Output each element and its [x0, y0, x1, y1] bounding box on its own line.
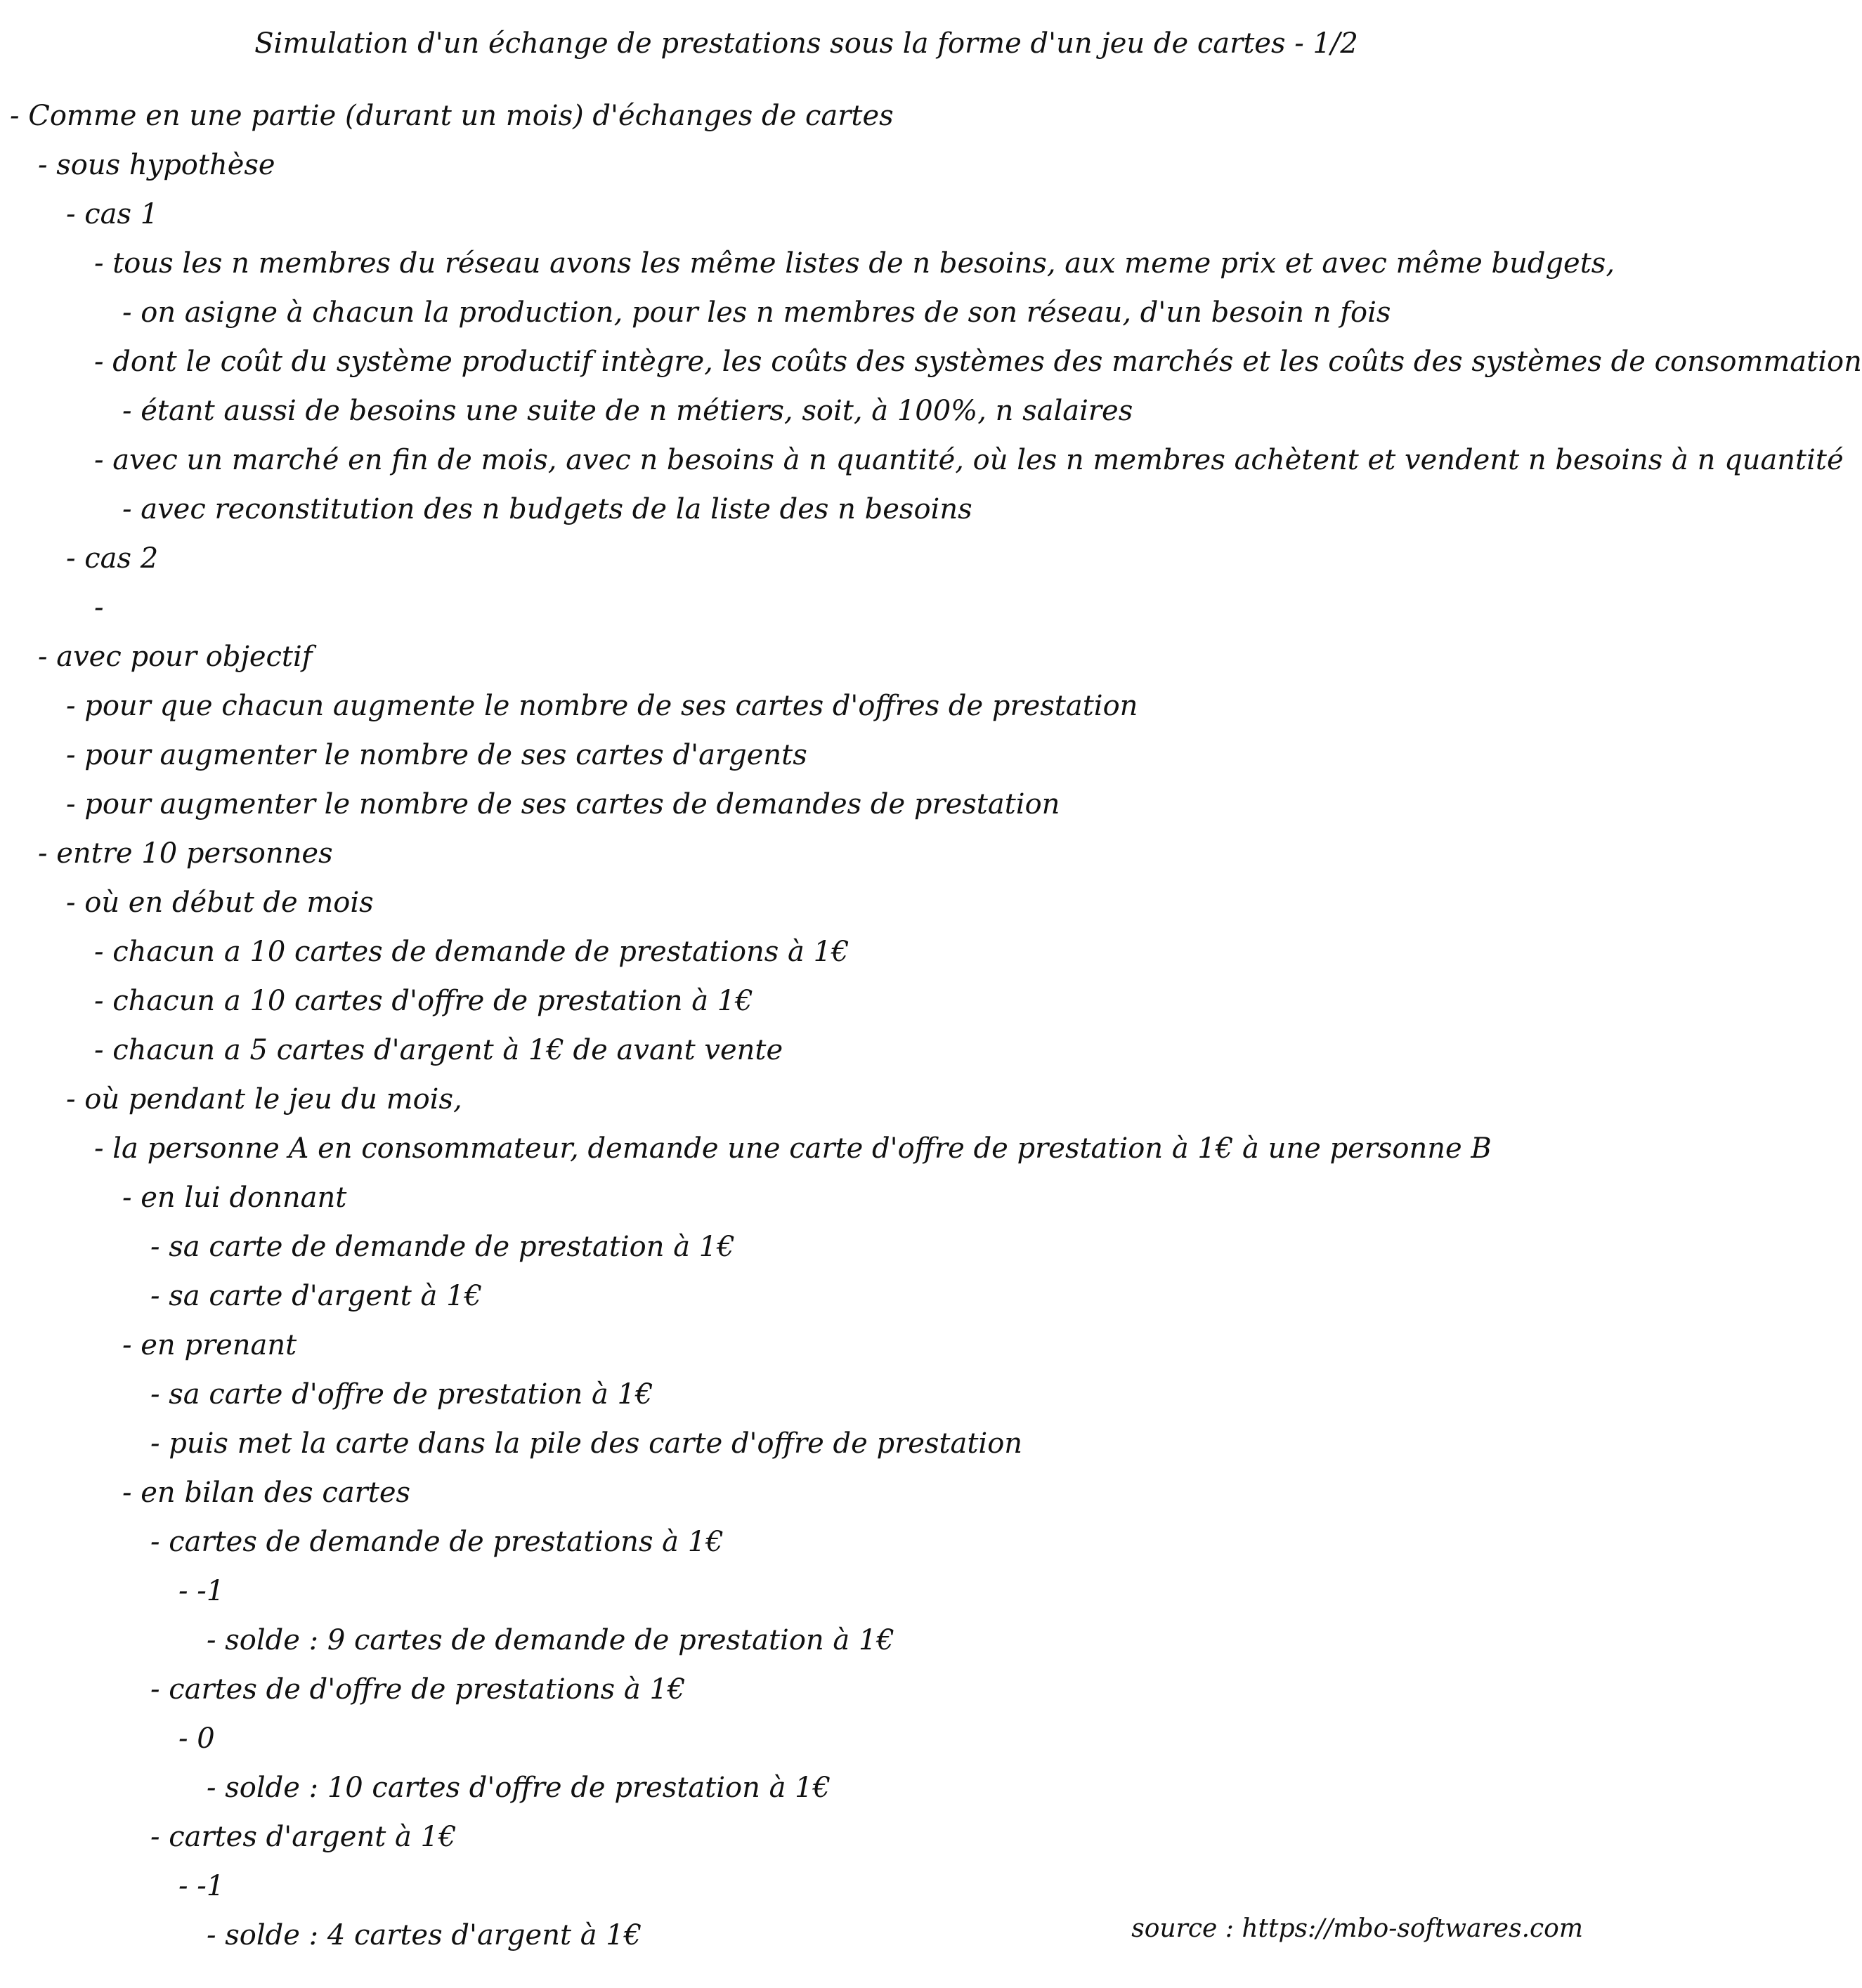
outline-line: - où pendant le jeu du mois,: [66, 1083, 462, 1116]
outline-line: - -1: [178, 1575, 225, 1607]
outline-list: [10, 91, 1862, 1960]
outline-line: - solde : 9 cartes de demande de prestation à 1€: [207, 1624, 894, 1656]
outline-line: - en prenant: [122, 1329, 297, 1361]
document-title: Simulation d'un échange de prestations sous la forme d'un jeu de cartes - 1/2: [254, 27, 1358, 60]
outline-line: - chacun a 10 cartes d'offre de prestation à 1€: [94, 985, 753, 1017]
outline-line: - où en début de mois: [66, 887, 374, 919]
outline-line: - solde : 4 cartes d'argent à 1€: [207, 1919, 642, 1951]
outline-line: -: [94, 591, 104, 624]
outline-line: - cartes d'argent à 1€: [150, 1821, 457, 1853]
outline-line: - sous hypothèse: [38, 149, 275, 181]
outline-line: - avec reconstitution des n budgets de la liste des n besoins: [122, 493, 972, 525]
outline-line: - sa carte de demande de prestation à 1€: [150, 1231, 735, 1263]
outline-line: - la personne A en consommateur, demande une carte d'offre de prestation à 1€ à une personne B: [94, 1132, 1492, 1165]
outline-line: - chacun a 5 cartes d'argent à 1€ de avant vente: [94, 1034, 783, 1066]
outline-line: - pour augmenter le nombre de ses cartes d'argents: [66, 739, 807, 771]
outline-line: - en bilan des cartes: [122, 1477, 411, 1509]
outline-line: - puis met la carte dans la pile des carte d'offre de prestation: [150, 1427, 1023, 1460]
outline-line: - cas 2: [66, 542, 159, 575]
outline-line: - pour augmenter le nombre de ses cartes de demandes de prestation: [66, 788, 1060, 820]
outline-line: - sa carte d'argent à 1€: [150, 1280, 483, 1312]
outline-line: - 0: [178, 1722, 215, 1755]
outline-line: - Comme en une partie (durant un mois) d'échanges de cartes: [10, 100, 894, 132]
outline-line: - en lui donnant: [122, 1182, 347, 1214]
outline-line: - solde : 10 cartes d'offre de prestation à 1€: [207, 1772, 831, 1804]
outline-line: - chacun a 10 cartes de demande de prestations à 1€: [94, 936, 849, 968]
outline-line: - cartes de d'offre de prestations à 1€: [150, 1673, 686, 1706]
outline-line: - sa carte d'offre de prestation à 1€: [150, 1378, 653, 1411]
source-credit: source : https://mbo-softwares.com: [1131, 1914, 1583, 1943]
outline-line: - étant aussi de besoins une suite de n métiers, soit, à 100%, n salaires: [122, 395, 1133, 427]
outline-line: - entre 10 personnes: [38, 837, 333, 870]
outline-line: - avec pour objectif: [38, 641, 313, 673]
outline-line: - avec un marché en fin de mois, avec n besoins à n quantité, où les n membres achètent et vendent n besoins à n quantité: [94, 444, 1844, 476]
outline-line: - on asigne à chacun la production, pour les n membres de son réseau, d'un besoin n fois: [122, 296, 1391, 329]
outline-line: - cartes de demande de prestations à 1€: [150, 1526, 724, 1558]
outline-line: - cas 1: [66, 198, 159, 230]
outline-line: - dont le coût du système productif intègre, les coûts des systèmes des marchés et les coûts des systèmes de consommation: [94, 346, 1862, 378]
outline-line: - tous les n membres du réseau avons les même listes de n besoins, aux meme prix et avec même budgets,: [94, 247, 1615, 280]
outline-line: - -1: [178, 1870, 225, 1902]
outline-line: - pour que chacun augmente le nombre de ses cartes d'offres de prestation: [66, 690, 1138, 722]
